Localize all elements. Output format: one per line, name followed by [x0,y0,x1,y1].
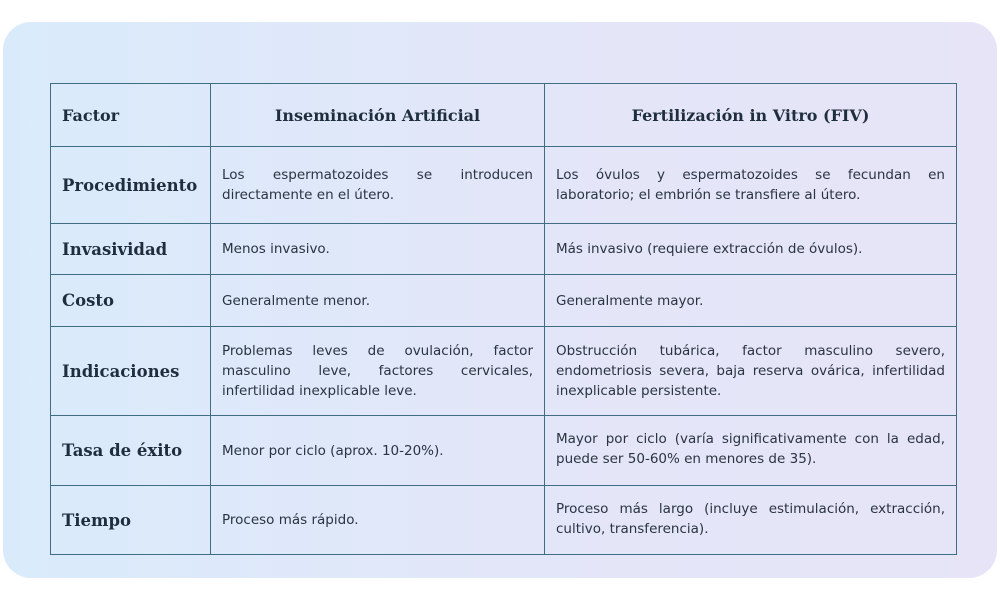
table-header-row [51,84,957,147]
comparison-card [3,22,997,578]
factor-cell: Invasividad [51,224,211,275]
table-row [51,416,957,486]
table-row [51,147,957,224]
fiv-cell: Más invasivo (requiere extracción de óvulos). [545,224,957,275]
fiv-cell: Proceso más largo (incluye estimulación, extracción, cultivo, transferencia). [545,486,957,555]
comparison-table [50,83,957,555]
table-row [51,275,957,327]
ia-cell: Los espermatozoides se introducen directamente en el útero. [211,147,545,224]
fiv-cell: Los óvulos y espermatozoides se fecundan en laboratorio; el embrión se transfiere al útero. [545,147,957,224]
fiv-cell: Generalmente mayor. [545,275,957,327]
header-fiv: Fertilización in Vitro (FIV) [545,84,957,147]
factor-cell: Tiempo [51,486,211,555]
factor-cell: Procedimiento [51,147,211,224]
table-row [51,486,957,555]
fiv-cell: Mayor por ciclo (varía significativamente con la edad, puede ser 50-60% en menores de 35). [545,416,957,486]
header-factor: Factor [51,84,211,147]
table-row [51,224,957,275]
fiv-cell: Obstrucción tubárica, factor masculino severo, endometriosis severa, baja reserva ovárica, infertilidad inexplicable persistente. [545,327,957,416]
factor-cell: Costo [51,275,211,327]
header-inseminacion-artificial: Inseminación Artificial [211,84,545,147]
table-row [51,327,957,416]
factor-cell: Tasa de éxito [51,416,211,486]
ia-cell: Generalmente menor. [211,275,545,327]
factor-cell: Indicaciones [51,327,211,416]
ia-cell: Menor por ciclo (aprox. 10-20%). [211,416,545,486]
ia-cell: Menos invasivo. [211,224,545,275]
ia-cell: Proceso más rápido. [211,486,545,555]
ia-cell: Problemas leves de ovulación, factor masculino leve, factores cervicales, infertilidad inexplicable leve. [211,327,545,416]
